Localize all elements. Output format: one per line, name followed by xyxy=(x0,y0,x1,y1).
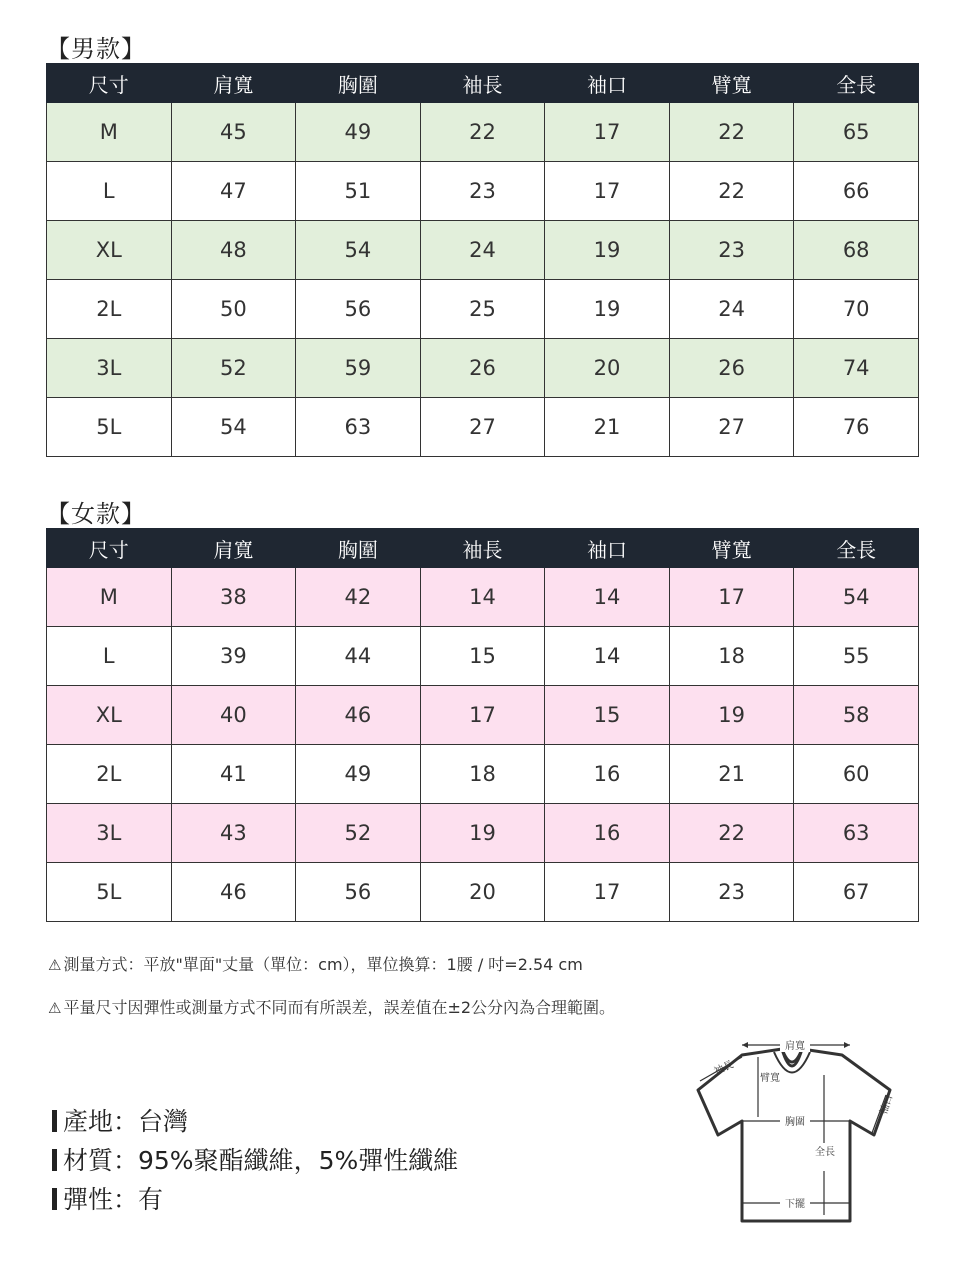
table-cell: 42 xyxy=(296,568,421,627)
table-cell: 44 xyxy=(296,627,421,686)
table-cell: 14 xyxy=(420,568,545,627)
table-cell: 63 xyxy=(794,804,919,863)
table-row xyxy=(47,804,919,863)
table-cell: 22 xyxy=(669,804,794,863)
table-cell: 46 xyxy=(296,686,421,745)
column-header: 肩寬 xyxy=(171,64,296,103)
table-row xyxy=(47,568,919,627)
table-cell: 65 xyxy=(794,103,919,162)
table-cell: 17 xyxy=(545,103,670,162)
note-text: 測量方式：平放"單面"丈量（單位：cm），單位換算：1腰 / 吋=2.54 cm xyxy=(63,955,583,974)
men-section-title: 【男款】 xyxy=(46,35,146,63)
table-cell: 17 xyxy=(420,686,545,745)
table-cell: 5L xyxy=(47,863,172,922)
table-cell: 17 xyxy=(545,863,670,922)
tshirt-icon xyxy=(690,1035,915,1230)
table-row xyxy=(47,280,919,339)
table-cell: 58 xyxy=(794,686,919,745)
table-cell: 16 xyxy=(545,804,670,863)
elasticity-info xyxy=(52,1180,163,1216)
table-cell: 48 xyxy=(171,221,296,280)
diagram-label-total-length: 全長 xyxy=(815,1147,835,1158)
table-cell: 14 xyxy=(545,627,670,686)
table-row xyxy=(47,863,919,922)
table-cell: 51 xyxy=(296,162,421,221)
table-cell: XL xyxy=(47,686,172,745)
table-row xyxy=(47,686,919,745)
column-header: 袖長 xyxy=(420,529,545,568)
material-info xyxy=(52,1141,458,1177)
women-size-table xyxy=(46,528,919,922)
table-cell: 52 xyxy=(296,804,421,863)
warning-triangle-icon: ⚠ xyxy=(48,956,62,974)
table-cell: XL xyxy=(47,221,172,280)
table-cell: 50 xyxy=(171,280,296,339)
table-cell: 24 xyxy=(420,221,545,280)
men-size-table xyxy=(46,63,919,457)
bullet-bar-icon xyxy=(52,1149,57,1171)
table-row xyxy=(47,398,919,457)
diagram-label-cuff: 袖口 xyxy=(878,1093,896,1117)
origin-text: 產地：台灣 xyxy=(63,1107,189,1136)
table-cell: 54 xyxy=(296,221,421,280)
table-cell: 22 xyxy=(669,162,794,221)
table-cell: L xyxy=(47,627,172,686)
table-cell: 52 xyxy=(171,339,296,398)
table-cell: 14 xyxy=(545,568,670,627)
table-cell: 19 xyxy=(545,221,670,280)
table-cell: 63 xyxy=(296,398,421,457)
table-cell: 23 xyxy=(420,162,545,221)
table-cell: 66 xyxy=(794,162,919,221)
table-cell: 39 xyxy=(171,627,296,686)
table-cell: 56 xyxy=(296,863,421,922)
table-cell: 68 xyxy=(794,221,919,280)
table-cell: 22 xyxy=(669,103,794,162)
tshirt-measure-diagram xyxy=(690,1035,915,1230)
table-cell: 15 xyxy=(545,686,670,745)
table-row xyxy=(47,745,919,804)
table-cell: 49 xyxy=(296,745,421,804)
tolerance-note xyxy=(48,995,615,1018)
table-row xyxy=(47,339,919,398)
table-row xyxy=(47,221,919,280)
table-cell: 49 xyxy=(296,103,421,162)
bullet-bar-icon xyxy=(52,1188,57,1210)
table-cell: 26 xyxy=(420,339,545,398)
diagram-label-hem: 下擺 xyxy=(785,1199,805,1210)
table-cell: 17 xyxy=(545,162,670,221)
column-header: 全長 xyxy=(794,64,919,103)
table-cell: 70 xyxy=(794,280,919,339)
table-cell: 16 xyxy=(545,745,670,804)
table-cell: 41 xyxy=(171,745,296,804)
table-cell: 24 xyxy=(669,280,794,339)
table-cell: 15 xyxy=(420,627,545,686)
table-cell: 18 xyxy=(669,627,794,686)
table-cell: 23 xyxy=(669,863,794,922)
table-row xyxy=(47,103,919,162)
material-text: 材質：95%聚酯纖維，5%彈性纖維 xyxy=(63,1146,459,1175)
column-header: 袖口 xyxy=(545,529,670,568)
table-cell: 45 xyxy=(171,103,296,162)
measurement-note xyxy=(48,952,583,975)
table-cell: 21 xyxy=(669,745,794,804)
table-cell: 2L xyxy=(47,280,172,339)
table-cell: 27 xyxy=(669,398,794,457)
column-header: 肩寬 xyxy=(171,529,296,568)
table-header-row xyxy=(47,64,919,103)
table-cell: 59 xyxy=(296,339,421,398)
column-header: 袖長 xyxy=(420,64,545,103)
diagram-label-chest: 胸圍 xyxy=(785,1117,805,1128)
table-cell: 40 xyxy=(171,686,296,745)
table-row xyxy=(47,627,919,686)
table-cell: 23 xyxy=(669,221,794,280)
diagram-label-arm-width: 臂寬 xyxy=(760,1073,780,1084)
column-header: 袖口 xyxy=(545,64,670,103)
elasticity-text: 彈性：有 xyxy=(63,1185,164,1214)
column-header: 胸圍 xyxy=(296,64,421,103)
table-cell: 20 xyxy=(420,863,545,922)
table-cell: 38 xyxy=(171,568,296,627)
table-cell: 27 xyxy=(420,398,545,457)
table-cell: 76 xyxy=(794,398,919,457)
table-cell: M xyxy=(47,568,172,627)
column-header: 尺寸 xyxy=(47,529,172,568)
table-cell: 22 xyxy=(420,103,545,162)
women-section-title: 【女款】 xyxy=(46,500,146,528)
table-cell: 56 xyxy=(296,280,421,339)
origin-info xyxy=(52,1102,188,1138)
table-header-row xyxy=(47,529,919,568)
table-cell: 26 xyxy=(669,339,794,398)
table-cell: 43 xyxy=(171,804,296,863)
table-cell: 19 xyxy=(420,804,545,863)
table-cell: 3L xyxy=(47,804,172,863)
table-cell: 20 xyxy=(545,339,670,398)
table-cell: 54 xyxy=(171,398,296,457)
table-row xyxy=(47,162,919,221)
column-header: 臂寬 xyxy=(669,529,794,568)
diagram-label-sleeve-length: 袖長 xyxy=(712,1059,736,1078)
table-cell: 19 xyxy=(545,280,670,339)
warning-triangle-icon: ⚠ xyxy=(48,999,62,1017)
table-cell: 17 xyxy=(669,568,794,627)
table-cell: 55 xyxy=(794,627,919,686)
table-cell: 46 xyxy=(171,863,296,922)
table-cell: 47 xyxy=(171,162,296,221)
column-header: 臂寬 xyxy=(669,64,794,103)
bullet-bar-icon xyxy=(52,1110,57,1132)
column-header: 胸圍 xyxy=(296,529,421,568)
table-cell: 18 xyxy=(420,745,545,804)
note-text: 平量尺寸因彈性或測量方式不同而有所誤差，誤差值在±2公分內為合理範圍。 xyxy=(63,998,616,1017)
table-cell: M xyxy=(47,103,172,162)
table-cell: 3L xyxy=(47,339,172,398)
table-cell: 74 xyxy=(794,339,919,398)
table-cell: 60 xyxy=(794,745,919,804)
table-cell: 2L xyxy=(47,745,172,804)
table-cell: 19 xyxy=(669,686,794,745)
table-cell: 54 xyxy=(794,568,919,627)
table-cell: 21 xyxy=(545,398,670,457)
table-cell: 67 xyxy=(794,863,919,922)
column-header: 尺寸 xyxy=(47,64,172,103)
column-header: 全長 xyxy=(794,529,919,568)
diagram-label-shoulder: 肩寬 xyxy=(785,1041,805,1052)
table-cell: 25 xyxy=(420,280,545,339)
table-cell: L xyxy=(47,162,172,221)
table-cell: 5L xyxy=(47,398,172,457)
